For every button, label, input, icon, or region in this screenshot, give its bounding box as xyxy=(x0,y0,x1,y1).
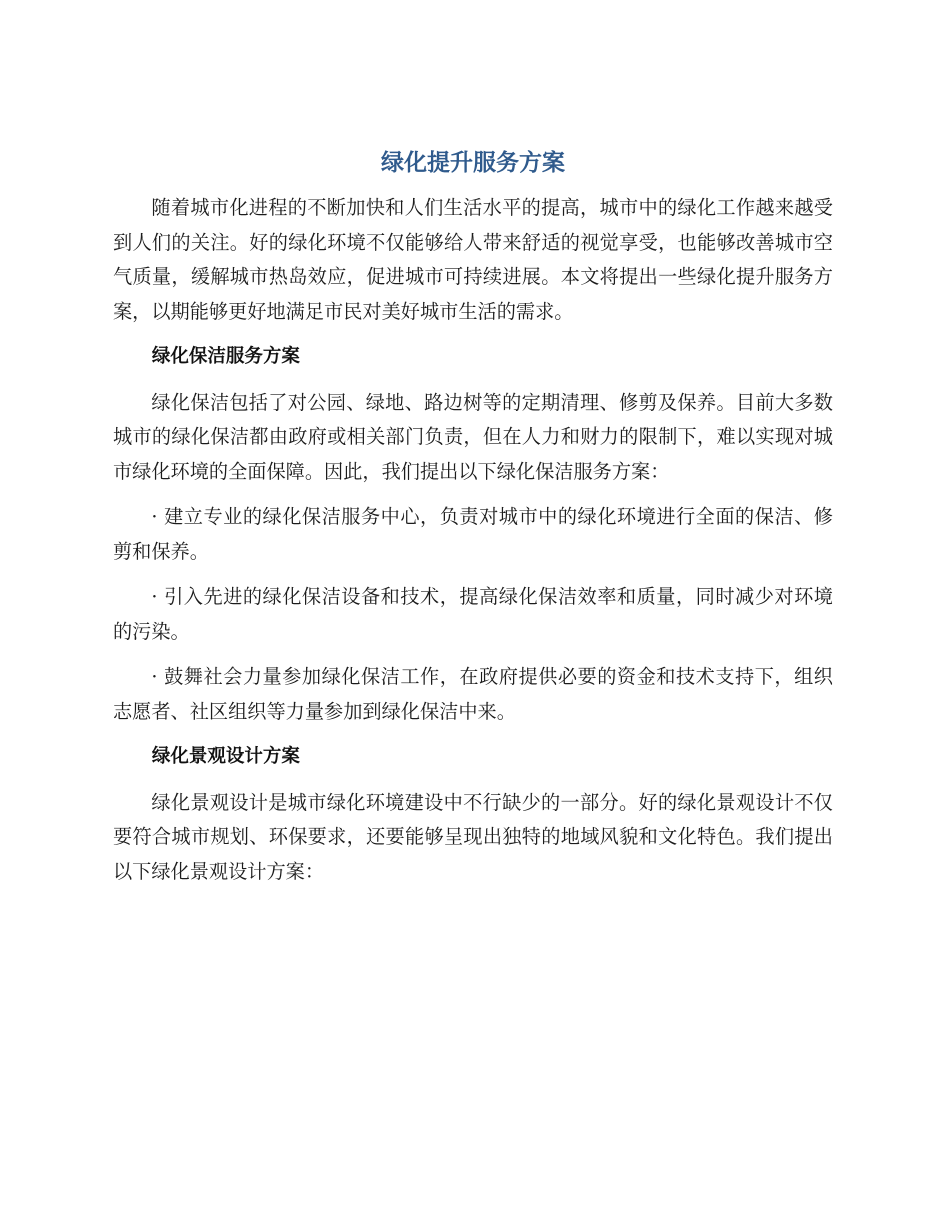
section-heading-landscape: 绿化景观设计方案 xyxy=(151,746,300,767)
intro-paragraph: 随着城市化进程的不断加快和人们生活水平的提高，城市中的绿化工作越来越受到人们的关注。好的绿化环境不仅能够给人带来舒适的视觉享受，也能够改善城市空气质量，缓解城市热岛效应，促进城市可持续进展。本文将提出一些绿化提升服务方案，以期能够更好地满足市民对美好城市生活的需求。 xyxy=(113,196,833,323)
list-item-cleaning-1: · 建立专业的绿化保洁服务中心，负责对城市中的绿化环境进行全面的保洁、修剪和保养。 xyxy=(113,505,833,563)
section-body-cleaning: 绿化保洁包括了对公园、绿地、路边树等的定期清理、修剪及保养。目前大多数城市的绿化保洁都由政府或相关部门负责，但在人力和财力的限制下，难以实现对城市绿化环境的全面保障。因此，我们提出以下绿化保洁服务方案： xyxy=(113,390,833,483)
list-item-cleaning-2: · 引入先进的绿化保洁设备和技术，提高绿化保洁效率和质量，同时减少对环境的污染。 xyxy=(113,585,833,643)
section-body-landscape: 绿化景观设计是城市绿化环境建设中不行缺少的一部分。好的绿化景观设计不仅要符合城市规划、环保要求，还要能够呈现出独特的地域风貌和文化特色。我们提出以下绿化景观设计方案： xyxy=(113,790,833,883)
section-heading-cleaning: 绿化保洁服务方案 xyxy=(151,346,300,367)
document-content xyxy=(113,143,833,900)
list-item-cleaning-3: · 鼓舞社会力量参加绿化保洁工作，在政府提供必要的资金和技术支持下，组织志愿者、社区组织等力量参加到绿化保洁中来。 xyxy=(113,665,833,723)
document-title: 绿化提升服务方案 xyxy=(381,150,565,176)
